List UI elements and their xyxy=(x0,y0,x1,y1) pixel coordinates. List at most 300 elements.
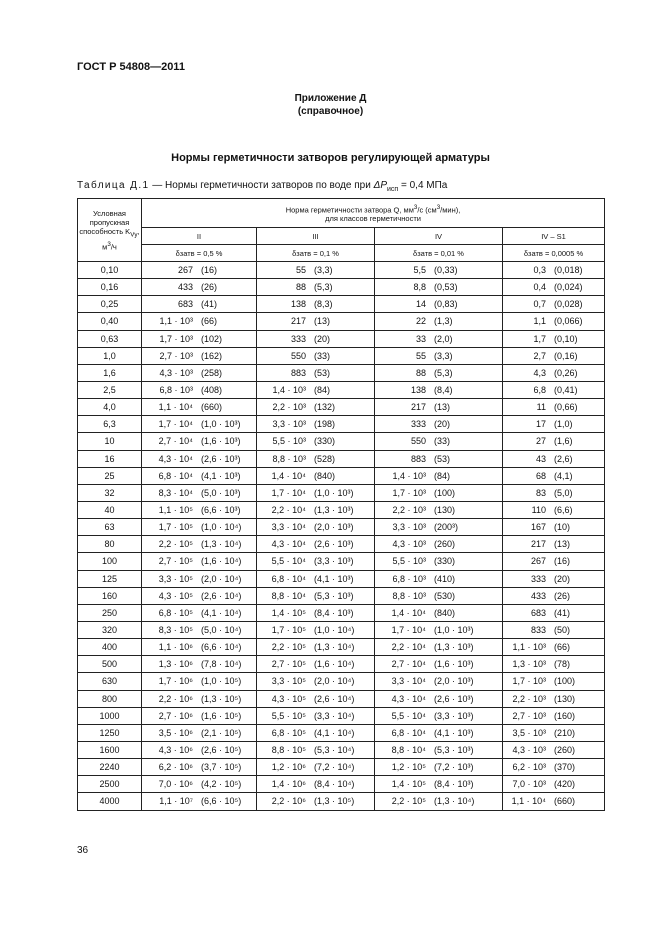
norm-value: 3,5 · 10⁶ xyxy=(158,727,193,738)
norm-value-per-minute: (20) xyxy=(434,419,451,430)
norm-value: 6,8 · 10⁵ xyxy=(271,727,306,738)
norm-cell xyxy=(375,416,503,433)
norm-cell xyxy=(375,656,503,673)
norm-cell xyxy=(257,741,375,758)
norm-cell xyxy=(142,313,257,330)
norm-value-per-minute: (1,0 · 10⁴) xyxy=(314,625,355,636)
table-row xyxy=(78,621,605,638)
table-caption-text: — Нормы герметичности затворов по воде при xyxy=(149,180,374,191)
norm-value: 3,3 · 10³ xyxy=(272,419,306,430)
norm-value-per-minute: (0,16) xyxy=(554,350,578,361)
norm-value: 0,7 xyxy=(533,299,546,310)
norm-cell xyxy=(375,364,503,381)
norm-cell xyxy=(257,313,375,330)
norm-value-per-minute: (260) xyxy=(434,539,456,550)
norm-value-per-minute: (0,41) xyxy=(554,385,578,396)
norm-cell xyxy=(375,553,503,570)
norm-value: 3,3 · 10⁵ xyxy=(271,676,306,687)
norm-value-per-minute: (408) xyxy=(201,385,223,396)
norm-value: 1,7 · 10⁵ xyxy=(271,625,306,636)
norm-value-per-minute: (4,1 · 10⁴) xyxy=(201,607,242,618)
norm-cell xyxy=(375,262,503,279)
norm-value: 55 xyxy=(295,265,306,276)
norm-cell xyxy=(257,467,375,484)
norm-value: 2,2 · 10³ xyxy=(392,505,426,516)
kv-cell: 1000 xyxy=(78,707,142,724)
norm-cell xyxy=(257,519,375,536)
norm-value-per-minute: (160) xyxy=(554,710,576,721)
norm-value: 4,3 · 10³ xyxy=(512,745,546,755)
kv-cell: 0,10 xyxy=(78,262,142,279)
norm-cell xyxy=(257,381,375,398)
norm-cell xyxy=(142,519,257,536)
norm-value: 1,7 · 10³ xyxy=(159,333,193,344)
norm-value: 1,7 · 10³ xyxy=(512,676,546,687)
norm-value: 333 xyxy=(290,333,306,344)
kv-cell: 100 xyxy=(78,553,142,570)
norm-cell xyxy=(375,793,503,810)
norm-value: 1,1 · 10³ xyxy=(512,642,546,653)
norm-cell xyxy=(375,313,503,330)
norm-value-per-minute: (6,6 · 10⁴) xyxy=(201,642,242,653)
norm-cell xyxy=(375,501,503,518)
table-row xyxy=(78,262,605,279)
norm-value-per-minute: (7,2 · 10⁴) xyxy=(314,762,355,773)
norm-cell xyxy=(503,262,605,279)
norm-value: 8,8 · 10⁴ xyxy=(391,745,426,755)
norm-value-per-minute: (0,26) xyxy=(554,367,578,378)
norm-value: 2,7 · 10⁵ xyxy=(271,659,306,670)
table-row xyxy=(78,484,605,501)
norm-value-per-minute: (5,3 · 10³) xyxy=(434,745,474,755)
norm-value-per-minute: (2,1 · 10⁵) xyxy=(201,727,242,738)
norm-value-per-minute: (1,3 · 10³) xyxy=(314,505,354,516)
norm-cell xyxy=(503,519,605,536)
norm-value-per-minute: (5,0 · 10³) xyxy=(201,487,241,498)
norm-value-per-minute: (5,0 · 10⁴) xyxy=(201,625,242,636)
table-row xyxy=(78,279,605,296)
norm-cell xyxy=(257,536,375,553)
norm-value-per-minute: (1,0) xyxy=(554,419,573,430)
norm-value: 683 xyxy=(530,607,546,618)
norm-value-per-minute: (162) xyxy=(201,350,223,361)
norm-cell xyxy=(375,279,503,296)
norm-cell xyxy=(142,656,257,673)
norm-cell xyxy=(257,450,375,467)
norm-cell xyxy=(257,296,375,313)
norm-value-per-minute: (100) xyxy=(554,676,576,687)
norm-value-per-minute: (5,3 · 10⁴) xyxy=(314,745,355,755)
table-row xyxy=(78,364,605,381)
norm-value-per-minute: (0,33) xyxy=(434,265,458,276)
norm-value: 1,3 · 10³ xyxy=(512,659,546,670)
norm-value: 2,2 · 10⁶ xyxy=(158,693,193,704)
table-row xyxy=(78,450,605,467)
norm-cell xyxy=(503,724,605,741)
norm-cell xyxy=(503,467,605,484)
norm-value-per-minute: (410) xyxy=(434,573,456,584)
table-row xyxy=(78,587,605,604)
norm-value-per-minute: (0,10) xyxy=(554,333,578,344)
table-caption-prefix: Таблица Д.1 xyxy=(77,180,150,191)
annex-title: Приложение Д xyxy=(294,93,367,104)
norm-cell xyxy=(142,570,257,587)
norm-cell xyxy=(503,793,605,810)
norm-value-per-minute: (2,0 · 10⁴) xyxy=(201,573,242,584)
norm-value-per-minute: (33) xyxy=(314,350,331,361)
norm-value-per-minute: (1,3 · 10⁵) xyxy=(314,796,355,807)
norm-cell xyxy=(142,690,257,707)
norm-cell xyxy=(142,587,257,604)
norm-cell xyxy=(503,621,605,638)
norm-value: 6,2 · 10⁶ xyxy=(158,762,193,773)
norm-value: 8,8 · 10⁵ xyxy=(271,745,306,755)
norm-value: 1,2 · 10⁶ xyxy=(271,762,306,773)
norm-value-per-minute: (7,8 · 10⁴) xyxy=(201,659,242,670)
norm-value-per-minute: (16) xyxy=(201,265,218,276)
norm-cell xyxy=(503,570,605,587)
class-header: III xyxy=(257,228,375,245)
norm-cell xyxy=(257,364,375,381)
norm-cell xyxy=(257,553,375,570)
norm-value-per-minute: (8,4) xyxy=(434,385,453,396)
class-header: IV xyxy=(375,228,503,245)
norm-cell xyxy=(503,399,605,416)
norm-cell xyxy=(142,501,257,518)
norm-value: 2,2 · 10⁴ xyxy=(391,642,426,653)
norm-value: 2,7 · 10³ xyxy=(512,710,546,721)
norm-value-per-minute: (3,3 · 10³) xyxy=(434,710,474,721)
kv-cell: 0,40 xyxy=(78,313,142,330)
norm-cell xyxy=(142,279,257,296)
norm-cell xyxy=(257,776,375,793)
norm-value: 1,1 · 10³ xyxy=(159,316,193,327)
table-caption-suffix: = 0,4 МПа xyxy=(398,180,448,191)
norm-value: 3,3 · 10³ xyxy=(392,522,426,533)
norm-cell xyxy=(142,381,257,398)
kv-column-header: Условная пропускная способность $K_{Vу}$, $м^3/ч$ xyxy=(78,199,142,262)
norm-value: 2,7 · 10⁵ xyxy=(158,556,193,567)
norm-cell xyxy=(257,724,375,741)
delta-header: δзатв = 0,0005 % xyxy=(503,245,605,262)
norm-value-per-minute: (4,1 · 10³) xyxy=(434,727,474,738)
norm-cell xyxy=(142,467,257,484)
norm-cell xyxy=(375,330,503,347)
norm-cell xyxy=(257,501,375,518)
norm-cell xyxy=(142,724,257,741)
norm-value-per-minute: (0,66) xyxy=(554,402,578,413)
norm-value: 1,7 · 10⁵ xyxy=(158,522,193,533)
norm-value: 8,3 · 10⁴ xyxy=(158,487,193,498)
norm-value: 1,3 · 10⁶ xyxy=(158,659,193,670)
norm-cell xyxy=(142,296,257,313)
norm-value: 217 xyxy=(290,316,306,327)
norm-value-per-minute: (1,6) xyxy=(554,436,573,447)
norm-value-per-minute: (660) xyxy=(201,402,223,413)
norm-value-per-minute: (1,6 · 10⁵) xyxy=(201,710,242,721)
norm-value: 2,2 · 10⁴ xyxy=(271,505,306,516)
norm-value-per-minute: (1,3 · 10⁴) xyxy=(314,642,355,653)
norm-cell xyxy=(142,347,257,364)
norm-cell xyxy=(375,604,503,621)
norm-value-per-minute: (78) xyxy=(554,659,571,670)
norm-value: 6,8 · 10³ xyxy=(392,573,426,584)
norm-cell xyxy=(257,793,375,810)
norm-value-per-minute: (2,6 · 10⁴) xyxy=(201,590,242,601)
kv-cell: 250 xyxy=(78,604,142,621)
norm-value: 0,4 xyxy=(533,282,546,293)
norm-value-per-minute: (5,3 · 10³) xyxy=(314,590,354,601)
kv-cell: 40 xyxy=(78,501,142,518)
norm-value-per-minute: (16) xyxy=(554,556,571,567)
norm-value-per-minute: (3,3 · 10⁴) xyxy=(314,710,355,721)
norm-cell xyxy=(375,724,503,741)
table-row xyxy=(78,381,605,398)
norm-value: 4,3 · 10⁴ xyxy=(271,539,306,550)
norm-cell xyxy=(503,673,605,690)
norm-value: 4,3 · 10⁴ xyxy=(391,693,426,704)
norm-value: 6,2 · 10³ xyxy=(512,762,546,773)
norm-value-per-minute: (1,0 · 10⁴) xyxy=(201,522,242,533)
table-row xyxy=(78,776,605,793)
norm-cell xyxy=(142,604,257,621)
norm-cell xyxy=(503,759,605,776)
section-title: Нормы герметичности затворов регулирующей арматуры xyxy=(171,152,490,164)
norm-value-per-minute: (0,024) xyxy=(554,282,583,293)
norm-cell xyxy=(375,467,503,484)
kv-cell: 80 xyxy=(78,536,142,553)
norm-cell xyxy=(257,279,375,296)
norm-value: 1,4 · 10⁶ xyxy=(271,779,306,790)
kv-cell: 2500 xyxy=(78,776,142,793)
norm-cell xyxy=(375,519,503,536)
table-row xyxy=(78,639,605,656)
norm-cell xyxy=(375,707,503,724)
table-row xyxy=(78,553,605,570)
norm-value: 1,7 xyxy=(533,333,546,344)
norm-value: 2,2 · 10⁶ xyxy=(271,796,306,807)
norm-value-per-minute: (6,6) xyxy=(554,505,573,516)
norm-value: 1,2 · 10⁵ xyxy=(391,762,426,773)
norm-cell xyxy=(142,330,257,347)
norm-cell xyxy=(375,484,503,501)
norm-value: 883 xyxy=(290,367,306,378)
table-row xyxy=(78,536,605,553)
norm-value-per-minute: (200³) xyxy=(434,522,459,533)
norm-value-per-minute: (258) xyxy=(201,367,223,378)
norm-value-per-minute: (33) xyxy=(434,436,451,447)
norm-value-per-minute: (3,3) xyxy=(434,350,453,361)
norm-cell xyxy=(257,673,375,690)
norm-cell xyxy=(142,793,257,810)
norm-cell xyxy=(257,690,375,707)
norm-cell xyxy=(257,621,375,638)
norm-value: 8,8 · 10⁴ xyxy=(271,590,306,601)
norm-value-per-minute: (7,2 · 10³) xyxy=(434,762,474,773)
class-header: IV – S1 xyxy=(503,228,605,245)
norm-cell xyxy=(257,570,375,587)
norm-cell xyxy=(257,399,375,416)
kv-cell: 400 xyxy=(78,639,142,656)
norm-cell xyxy=(142,673,257,690)
norm-value: 88 xyxy=(295,282,306,293)
table-row xyxy=(78,330,605,347)
norm-cell xyxy=(257,484,375,501)
norm-value-per-minute: (1,6 · 10³) xyxy=(201,436,241,447)
norm-value-per-minute: (53) xyxy=(314,367,331,378)
delta-header: δзатв = 0,5 % xyxy=(142,245,257,262)
norm-cell xyxy=(503,776,605,793)
norm-cell xyxy=(375,570,503,587)
kv-cell: 160 xyxy=(78,587,142,604)
kv-cell: 4,0 xyxy=(78,399,142,416)
norm-cell xyxy=(257,759,375,776)
norm-value: 4,3 xyxy=(533,367,546,378)
norm-cell xyxy=(375,741,503,758)
norm-value: 267 xyxy=(177,265,193,276)
norm-value-per-minute: (198) xyxy=(314,419,336,430)
norm-value: 6,8 · 10⁴ xyxy=(158,470,193,481)
norm-cell xyxy=(375,587,503,604)
norm-cell xyxy=(375,433,503,450)
norm-value-per-minute: (2,6 · 10³) xyxy=(434,693,474,704)
norm-value: 138 xyxy=(410,385,426,396)
table-row xyxy=(78,433,605,450)
norm-cell xyxy=(142,536,257,553)
kv-cell: 25 xyxy=(78,467,142,484)
norm-value: 2,7 · 10⁴ xyxy=(158,436,193,447)
norm-value-per-minute: (41) xyxy=(554,607,571,618)
norm-cell xyxy=(375,536,503,553)
norm-value-per-minute: (5,0) xyxy=(554,487,573,498)
norm-cell xyxy=(257,587,375,604)
norm-cell xyxy=(142,416,257,433)
norm-value: 1,7 · 10⁶ xyxy=(158,676,193,687)
norm-value: 1,1 · 10⁶ xyxy=(158,642,193,653)
norm-value-per-minute: (0,018) xyxy=(554,265,583,276)
norm-value-per-minute: (840) xyxy=(434,607,456,618)
norm-value: 6,8 · 10⁴ xyxy=(391,727,426,738)
norm-cell xyxy=(375,690,503,707)
norm-value: 5,5 · 10⁴ xyxy=(391,710,426,721)
kv-cell: 125 xyxy=(78,570,142,587)
norm-value-per-minute: (2,0 · 10³) xyxy=(314,522,354,533)
norm-value: 1,1 xyxy=(533,316,546,327)
norm-value-per-minute: (2,0 · 10⁴) xyxy=(314,676,355,687)
norm-value: 2,7 · 10⁶ xyxy=(158,710,193,721)
norm-cell xyxy=(503,433,605,450)
norm-value: 2,7 · 10⁴ xyxy=(391,659,426,670)
norm-cell xyxy=(503,553,605,570)
norm-value-per-minute: (330) xyxy=(314,436,336,447)
norm-value-per-minute: (210) xyxy=(554,727,576,738)
norm-cell xyxy=(375,759,503,776)
kv-cell: 0,25 xyxy=(78,296,142,313)
norm-value-per-minute: (8,4 · 10³) xyxy=(314,607,354,618)
norm-value-per-minute: (13) xyxy=(554,539,571,550)
norm-cell xyxy=(503,313,605,330)
norm-value-per-minute: (2,0 · 10³) xyxy=(434,676,474,687)
norm-value-per-minute: (6,6 · 10⁵) xyxy=(201,796,242,807)
norm-cell xyxy=(142,741,257,758)
annex-heading xyxy=(0,92,661,118)
norm-cell xyxy=(503,416,605,433)
norm-value-per-minute: (2,0) xyxy=(434,333,453,344)
table-row xyxy=(78,724,605,741)
norm-value: 1,1 · 10⁷ xyxy=(159,796,193,807)
norm-value: 1,1 · 10⁴ xyxy=(511,796,546,807)
norm-value: 550 xyxy=(290,350,306,361)
class-header: II xyxy=(142,228,257,245)
delta-header: δзатв = 0,01 % xyxy=(375,245,503,262)
norm-value: 5,5 · 10³ xyxy=(272,436,306,447)
norm-value: 22 xyxy=(415,316,426,327)
norm-value: 333 xyxy=(410,419,426,430)
norm-cell xyxy=(142,399,257,416)
norm-value-per-minute: (41) xyxy=(201,299,218,310)
norm-value: 5,5 · 10⁵ xyxy=(271,710,306,721)
norm-cell xyxy=(375,296,503,313)
norm-cell xyxy=(503,381,605,398)
norm-value: 88 xyxy=(415,367,426,378)
kv-cell: 2,5 xyxy=(78,381,142,398)
norm-value-per-minute: (0,53) xyxy=(434,282,458,293)
norm-value-per-minute: (1,6 · 10⁴) xyxy=(201,556,242,567)
norm-cell xyxy=(503,536,605,553)
kv-cell: 2240 xyxy=(78,759,142,776)
norm-value-per-minute: (0,066) xyxy=(554,316,583,327)
norm-cell xyxy=(257,433,375,450)
norm-value: 2,2 · 10⁵ xyxy=(271,642,306,653)
norm-value: 1,4 · 10⁵ xyxy=(391,779,426,790)
norm-cell xyxy=(503,484,605,501)
norm-cell xyxy=(257,639,375,656)
norm-value-per-minute: (0,028) xyxy=(554,299,583,310)
table-row xyxy=(78,707,605,724)
norm-cell xyxy=(375,776,503,793)
table-row xyxy=(78,501,605,518)
norm-cell xyxy=(142,433,257,450)
norm-value: 883 xyxy=(410,453,426,464)
norm-value-per-minute: (1,3) xyxy=(434,316,453,327)
norm-value: 1,7 · 10⁴ xyxy=(158,419,193,430)
norm-value-per-minute: (1,0 · 10⁵) xyxy=(201,676,242,687)
norm-value-per-minute: (660) xyxy=(554,796,576,807)
norm-value-per-minute: (1,3 · 10⁵) xyxy=(201,693,242,704)
norm-cell xyxy=(375,399,503,416)
norm-value: 83 xyxy=(535,487,546,498)
norm-cell xyxy=(142,450,257,467)
norm-value: 5,5 xyxy=(413,265,426,276)
norm-value: 55 xyxy=(415,350,426,361)
table-row xyxy=(78,347,605,364)
norm-value-per-minute: (20) xyxy=(554,573,571,584)
table-row xyxy=(78,570,605,587)
norm-cell xyxy=(142,759,257,776)
norm-value: 1,4 · 10³ xyxy=(272,385,306,396)
norm-cell xyxy=(375,639,503,656)
norm-value: 68 xyxy=(535,470,546,481)
norm-cell xyxy=(503,639,605,656)
norm-value-per-minute: (66) xyxy=(201,316,218,327)
document-code: ГОСТ Р 54808—2011 xyxy=(77,61,185,73)
norm-value-per-minute: (13) xyxy=(314,316,331,327)
norm-value: 33 xyxy=(415,333,426,344)
norm-cell xyxy=(503,364,605,381)
norm-value: 8,8 · 10³ xyxy=(272,453,306,464)
norm-value-per-minute: (130) xyxy=(554,693,576,704)
norm-value: 267 xyxy=(530,556,546,567)
